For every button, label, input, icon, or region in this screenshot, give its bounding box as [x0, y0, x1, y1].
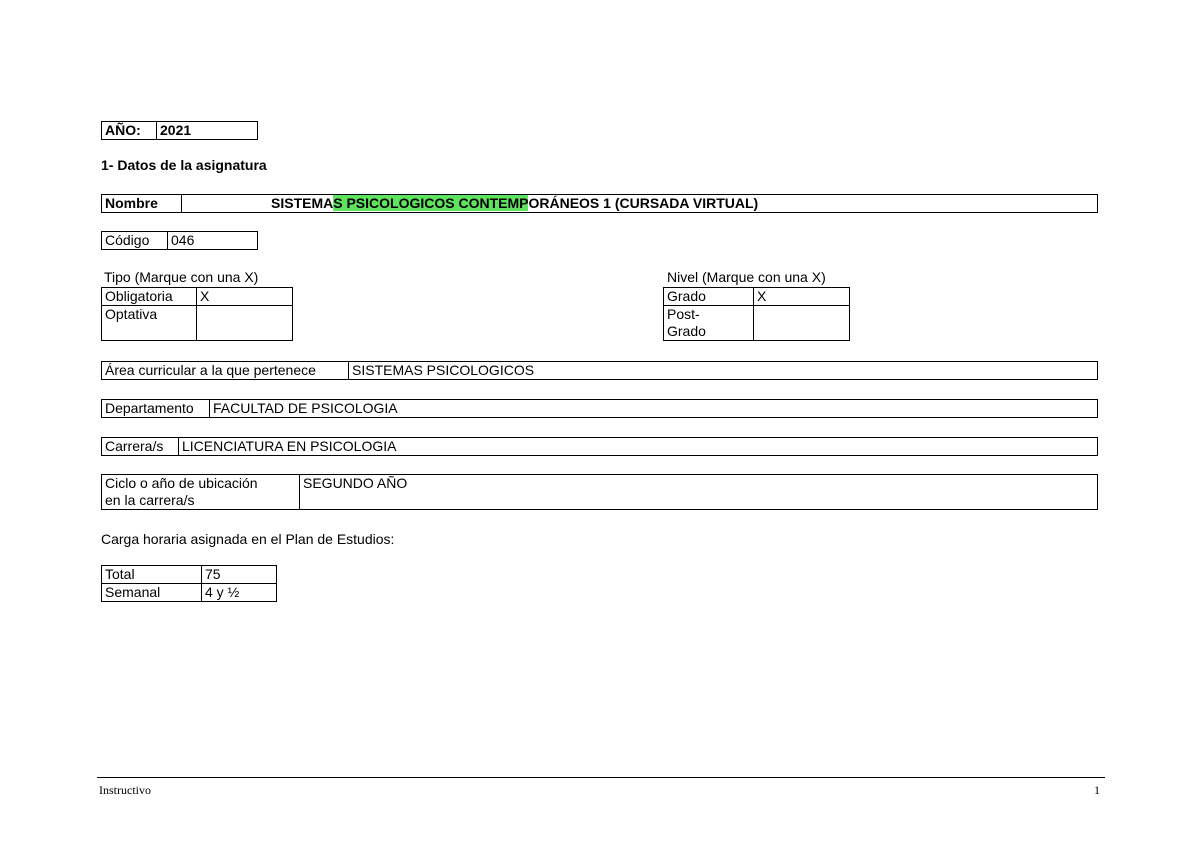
area-value: SISTEMAS PSICOLOGICOS: [349, 362, 1098, 380]
departamento-label: Departamento: [102, 400, 210, 418]
carrera-table: [101, 437, 1098, 456]
anio-table: [101, 121, 258, 140]
anio-value: 2021: [157, 122, 258, 140]
tipo-row-mark: [197, 306, 293, 341]
carga-table: [101, 565, 277, 602]
nivel-table: [663, 287, 850, 341]
nombre-table: [101, 194, 1098, 213]
carga-row-label: Semanal: [102, 584, 202, 602]
carga-row-label: Total: [102, 566, 202, 584]
carrera-label: Carrera/s: [102, 438, 179, 456]
nivel-row-mark: [754, 306, 850, 341]
nivel-row-label-line: Post-: [667, 306, 700, 322]
ciclo-label-line: en la carrera/s: [105, 492, 195, 508]
footer-divider: [97, 777, 1105, 778]
nivel-row-label: [664, 306, 754, 341]
ciclo-label-line: Ciclo o año de ubicación: [105, 475, 258, 491]
codigo-value: 046: [168, 232, 258, 250]
nivel-row-label-line: Grado: [667, 323, 706, 339]
nombre-value-highlight: S PSICOLOGICOS CONTEMP: [333, 195, 529, 211]
nombre-value-pre: SISTEMA: [271, 195, 334, 211]
codigo-label: Código: [102, 232, 168, 250]
area-table: [101, 361, 1098, 380]
nombre-label: Nombre: [102, 195, 182, 213]
area-label: Área curricular a la que pertenece: [102, 362, 349, 380]
tipo-row-label: Optativa: [102, 306, 197, 341]
nivel-row-label: Grado: [664, 288, 754, 306]
footer-left: Instructivo: [99, 783, 151, 797]
nombre-value: [182, 195, 1098, 213]
nivel-row-mark: X: [754, 288, 850, 306]
nivel-title: Nivel (Marque con una X): [667, 269, 826, 285]
carga-row-value: 75: [202, 566, 277, 584]
page-number: 1: [1094, 783, 1100, 797]
ciclo-table: [101, 474, 1098, 510]
tipo-table: [101, 287, 293, 341]
departamento-value: FACULTAD DE PSICOLOGIA: [210, 400, 1098, 418]
carga-title: Carga horaria asignada en el Plan de Estudios:: [101, 531, 395, 547]
codigo-table: [101, 231, 258, 250]
carga-row-value: 4 y ½: [202, 584, 277, 602]
tipo-row-label: Obligatoria: [102, 288, 197, 306]
nombre-value-post: ORÁNEOS 1 (CURSADA VIRTUAL): [528, 195, 759, 211]
tipo-title: Tipo (Marque con una X): [104, 269, 259, 285]
anio-label: AÑO:: [102, 122, 157, 140]
section-title: 1- Datos de la asignatura: [101, 157, 267, 173]
departamento-table: [101, 399, 1098, 418]
ciclo-value: SEGUNDO AÑO: [300, 475, 1098, 510]
tipo-row-mark: X: [197, 288, 293, 306]
carrera-value: LICENCIATURA EN PSICOLOGIA: [179, 438, 1098, 456]
ciclo-label: [102, 475, 300, 510]
